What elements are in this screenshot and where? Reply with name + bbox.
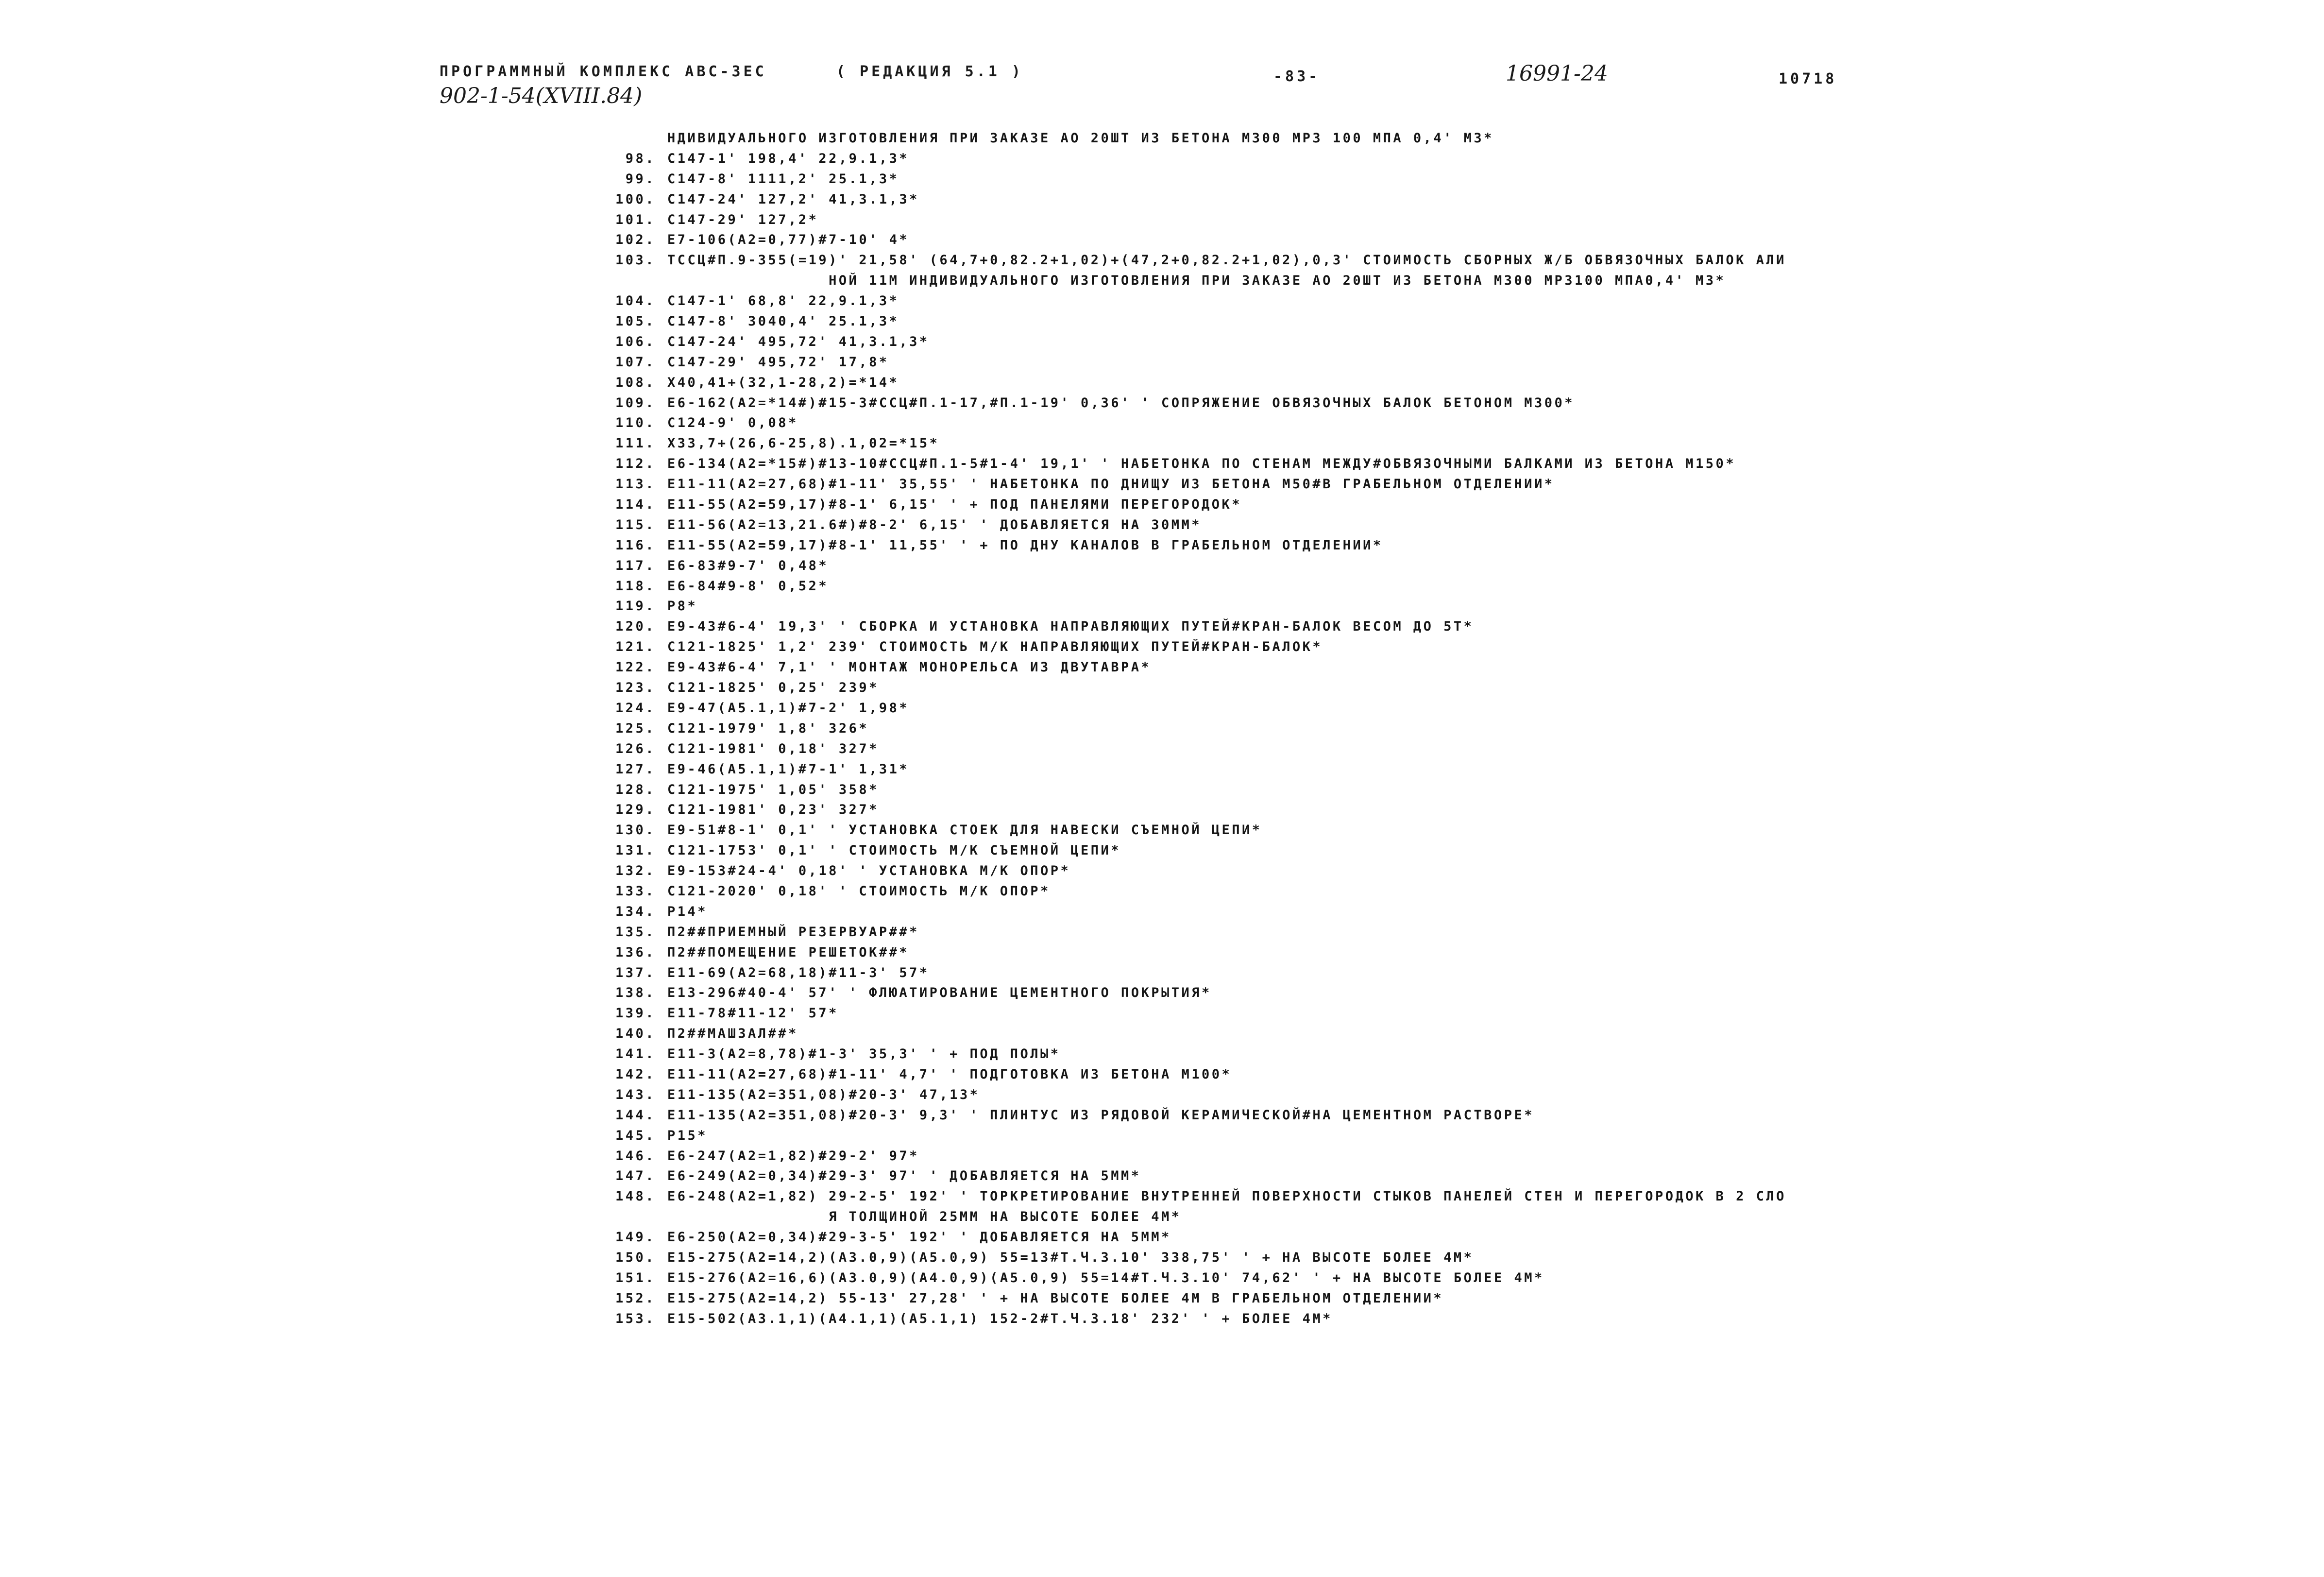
line-text: П2##МАШЗАЛ##* (667, 1026, 798, 1042)
line-number: 148. (615, 1189, 656, 1204)
listing-line (573, 963, 2249, 983)
listing-line (573, 719, 2249, 739)
listing-line (573, 820, 2249, 840)
listing-line (573, 393, 2249, 413)
listing-line (573, 189, 2249, 210)
line-number: 117. (615, 558, 656, 573)
listing-line (573, 1268, 2249, 1288)
listing-line (573, 454, 2249, 474)
line-number: 114. (615, 497, 656, 513)
line-number: 140. (615, 1026, 656, 1042)
line-number: 128. (615, 782, 656, 797)
program-title: ПРОГРАММНЫЙ КОМПЛЕКС АВС-3ЕС (440, 63, 767, 80)
line-text: Р15* (667, 1128, 708, 1143)
line-text: С147-24' 127,2' 41,3.1,3* (667, 191, 919, 207)
line-text: С121-1979' 1,8' 326* (667, 720, 869, 736)
line-text: НОЙ 11М ИНДИВИДУАЛЬНОГО ИЗГОТОВЛЕНИЯ ПРИ ЗАКАЗЕ АО 20ШТ ИЗ БЕТОНА М300 МРЗ100 МПА0,4' М3* (667, 273, 1726, 289)
listing-line (573, 1105, 2249, 1126)
listing-line (573, 617, 2249, 637)
line-text: Е6-247(А2=1,82)#29-2' 97* (667, 1148, 919, 1164)
listing-line (573, 800, 2249, 820)
line-number: 118. (615, 578, 656, 594)
line-text: Е9-153#24-4' 0,18' ' УСТАНОВКА М/К ОПОР* (667, 863, 1071, 879)
listing-line (573, 657, 2249, 678)
line-number: 116. (615, 537, 656, 553)
line-text: Е11-135(А2=351,08)#20-3' 9,3' ' ПЛИНТУС ИЗ РЯДОВОЙ КЕРАМИЧЕСКОЙ#НА ЦЕМЕНТНОМ РАСТВОРЕ* (667, 1107, 1534, 1123)
line-number: 144. (615, 1107, 656, 1123)
line-text: Е15-502(А3.1,1)(А4.1,1)(А5.1,1) 152-2#Т.Ч.3.18' 232' ' + БОЛЕЕ 4М* (667, 1311, 1333, 1326)
listing-line (573, 495, 2249, 515)
line-text: НДИВИДУАЛЬНОГО ИЗГОТОВЛЕНИЯ ПРИ ЗАКАЗЕ АО 20ШТ ИЗ БЕТОНА М300 МРЗ 100 МПА 0,4' М3* (667, 131, 1494, 146)
edition-label: ( РЕДАКЦИЯ 5.1 ) (836, 63, 1023, 80)
line-number: 149. (615, 1230, 656, 1245)
line-text: С121-1981' 0,23' 327* (667, 802, 879, 818)
line-number: 152. (615, 1290, 656, 1306)
listing-line (573, 1186, 2249, 1207)
listing-line (573, 556, 2249, 576)
line-number: 110. (615, 415, 656, 431)
listing-line (573, 922, 2249, 943)
line-number: 126. (615, 741, 656, 756)
listing-line (573, 271, 2249, 291)
document-reference: 902-1-54(XVIII.84) (440, 84, 643, 108)
line-number: 102. (615, 232, 656, 248)
listing-line (573, 230, 2249, 250)
line-text: П2##ПРИЕМНЫЙ РЕЗЕРВУАР##* (667, 924, 919, 940)
listing-line (573, 210, 2249, 230)
listing-line (573, 1085, 2249, 1105)
line-text: Е15-275(А2=14,2)(А3.0,9)(А5.0,9) 55=13#Т.Ч.3.10' 338,75' ' + НА ВЫСОТЕ БОЛЕЕ 4М* (667, 1250, 1474, 1265)
listing-line (573, 1288, 2249, 1309)
line-text: Е6-134(А2=*15#)#13-10#ССЦ#П.1-5#1-4' 19,1' ' НАБЕТОНКА ПО СТЕНАМ МЕЖДУ#ОБВЯЗОЧНЫМИ БАЛКАМИ ИЗ БЕТОНА М150* (667, 456, 1736, 472)
line-text: С147-24' 495,72' 41,3.1,3* (667, 334, 930, 349)
line-text: С121-2020' 0,18' ' СТОИМОСТЬ М/К ОПОР* (667, 883, 1051, 899)
listing-line (573, 861, 2249, 881)
line-number: 147. (615, 1168, 656, 1184)
line-number: 125. (615, 720, 656, 736)
line-text: Е6-249(А2=0,34)#29-3' 97' ' ДОБАВЛЯЕТСЯ НА 5ММ* (667, 1168, 1141, 1184)
line-number (573, 1207, 656, 1227)
listing-line (573, 780, 2249, 800)
line-number: 131. (615, 843, 656, 858)
listing-line (573, 433, 2249, 454)
line-number: 121. (615, 639, 656, 655)
listing-line (573, 1024, 2249, 1044)
listing-line (573, 250, 2249, 271)
line-number: 104. (615, 293, 656, 309)
line-text: Х40,41+(32,1-28,2)=*14* (667, 375, 899, 390)
line-text: С121-1825' 1,2' 239' СТОИМОСТЬ М/К НАПРАВЛЯЮЩИХ ПУТЕЙ#КРАН-БАЛОК* (667, 639, 1323, 655)
line-text: Е11-56(А2=13,21.6#)#8-2' 6,15' ' ДОБАВЛЯЕТСЯ НА 30ММ* (667, 517, 1202, 532)
listing-line (573, 149, 2249, 169)
line-text: С147-29' 127,2* (667, 212, 819, 227)
listing-line (573, 943, 2249, 963)
listing-line (573, 128, 2249, 149)
line-number: 105. (615, 314, 656, 329)
listing-line (573, 1003, 2249, 1024)
archive-stamp: 16991-24 (1506, 61, 1608, 86)
listing-line (573, 983, 2249, 1003)
line-text: С147-8' 3040,4' 25.1,3* (667, 314, 899, 329)
listing-line (573, 576, 2249, 597)
line-number: 99. (625, 171, 656, 187)
line-text: Е11-55(А2=59,17)#8-1' 11,55' ' + ПО ДНУ КАНАЛОВ В ГРАБЕЛЬНОМ ОТДЕЛЕНИИ* (667, 537, 1383, 553)
line-number: 127. (615, 761, 656, 777)
line-number: 123. (615, 680, 656, 696)
listing-line (573, 739, 2249, 759)
line-text: Е6-248(А2=1,82) 29-2-5' 192' ' ТОРКРЕТИРОВАНИЕ ВНУТРЕННЕЙ ПОВЕРХНОСТИ СТЫКОВ ПАНЕЛЕЙ СТЕН И ПЕРЕГОРОДОК В 2 СЛО (667, 1189, 1786, 1204)
listing-line (573, 1126, 2249, 1146)
line-text: Е11-69(А2=68,18)#11-3' 57* (667, 965, 930, 980)
line-number: 141. (615, 1046, 656, 1062)
listing-line (573, 1044, 2249, 1064)
line-number (573, 271, 656, 291)
line-text: Е13-296#40-4' 57' ' ФЛЮАТИРОВАНИЕ ЦЕМЕНТНОГО ПОКРЫТИЯ* (667, 985, 1212, 1001)
line-text: С124-9' 0,08* (667, 415, 798, 431)
line-text: С147-1' 68,8' 22,9.1,3* (667, 293, 899, 309)
listing-line (573, 1309, 2249, 1329)
listing-line (573, 373, 2249, 393)
line-number: 112. (615, 456, 656, 472)
line-number: 145. (615, 1128, 656, 1143)
line-text: Х33,7+(26,6-25,8).1,02=*15* (667, 436, 940, 451)
line-text: Е11-3(А2=8,78)#1-3' 35,3' ' + ПОД ПОЛЫ* (667, 1046, 1061, 1062)
listing-line (573, 1166, 2249, 1186)
line-number: 101. (615, 212, 656, 227)
line-number: 113. (615, 477, 656, 492)
line-text: Е9-46(А5.1,1)#7-1' 1,31* (667, 761, 910, 777)
line-text: Е6-83#9-7' 0,48* (667, 558, 829, 573)
line-number: 137. (615, 965, 656, 980)
line-number: 107. (615, 354, 656, 370)
line-number: 135. (615, 924, 656, 940)
listing-line (573, 759, 2249, 780)
line-text: Я ТОЛЩИНОЙ 25ММ НА ВЫСОТЕ БОЛЕЕ 4М* (667, 1209, 1182, 1225)
listing-line (573, 840, 2249, 861)
line-number: 109. (615, 395, 656, 411)
line-text: Е11-11(А2=27,68)#1-11' 35,55' ' НАБЕТОНКА ПО ДНИЩУ ИЗ БЕТОНА М50#В ГРАБЕЛЬНОМ ОТДЕЛЕНИИ* (667, 477, 1555, 492)
line-number: 100. (615, 191, 656, 207)
line-number: 133. (615, 883, 656, 899)
line-number: 150. (615, 1250, 656, 1265)
line-number: 134. (615, 904, 656, 919)
line-text: Е9-43#6-4' 7,1' ' МОНТАЖ МОНОРЕЛЬСА ИЗ ДВУТАВРА* (667, 660, 1152, 675)
line-number: 129. (615, 802, 656, 818)
listing-line (573, 1248, 2249, 1268)
listing-line (573, 332, 2249, 352)
listing-line (573, 535, 2249, 556)
line-number: 136. (615, 944, 656, 960)
line-number: 139. (615, 1006, 656, 1021)
line-text: ТССЦ#П.9-355(=19)' 21,58' (64,7+0,82.2+1,02)+(47,2+0,82.2+1,02),0,3' СТОИМОСТЬ СБОРНЫХ Ж/Б ОБВЯЗОЧНЫХ БАЛОК АЛИ (667, 253, 1786, 268)
listing-line (573, 596, 2249, 617)
line-text: Е7-106(А2=0,77)#7-10' 4* (667, 232, 910, 248)
line-text: Е15-275(А2=14,2) 55-13' 27,28' ' + НА ВЫСОТЕ БОЛЕЕ 4М В ГРАБЕЛЬНОМ ОТДЕЛЕНИИ* (667, 1290, 1444, 1306)
line-text: С147-1' 198,4' 22,9.1,3* (667, 151, 910, 166)
line-text: Е11-135(А2=351,08)#20-3' 47,13* (667, 1087, 980, 1102)
listing-line (573, 352, 2249, 373)
line-text: Е11-78#11-12' 57* (667, 1006, 839, 1021)
listing-line (573, 1146, 2249, 1166)
line-number: 130. (615, 823, 656, 838)
line-text: С147-29' 495,72' 17,8* (667, 354, 889, 370)
line-text: Е9-47(А5.1,1)#7-2' 1,98* (667, 700, 910, 716)
document-code: 10718 (1779, 70, 1837, 87)
line-number: 132. (615, 863, 656, 879)
line-text: С147-8' 1111,2' 25.1,3* (667, 171, 899, 187)
line-number: 151. (615, 1270, 656, 1286)
line-number: 142. (615, 1066, 656, 1082)
line-text: С121-1975' 1,05' 358* (667, 782, 879, 797)
listing-line (573, 698, 2249, 719)
line-text: Е9-43#6-4' 19,3' ' СБОРКА И УСТАНОВКА НАПРАВЛЯЮЩИХ ПУТЕЙ#КРАН-БАЛОК ВЕСОМ ДО 5Т* (667, 619, 1474, 634)
line-number: 115. (615, 517, 656, 532)
listing-line (573, 1207, 2249, 1227)
line-number: 103. (615, 253, 656, 268)
line-number: 122. (615, 660, 656, 675)
listing-line (573, 169, 2249, 189)
listing-line (573, 1227, 2249, 1248)
listing-line (573, 902, 2249, 922)
line-text: Е15-276(А2=16,6)(А3.0,9)(А4.0,9)(А5.0,9) 55=14#Т.Ч.3.10' 74,62' ' + НА ВЫСОТЕ БОЛЕЕ 4М* (667, 1270, 1544, 1286)
line-number: 146. (615, 1148, 656, 1164)
page-number: -83- (1273, 68, 1321, 85)
line-number: 108. (615, 375, 656, 390)
program-listing (573, 128, 2249, 1329)
listing-line (573, 678, 2249, 698)
listing-line (573, 311, 2249, 332)
line-number: 119. (615, 599, 656, 614)
line-text: С121-1753' 0,1' ' СТОИМОСТЬ М/К СЪЕМНОЙ ЦЕПИ* (667, 843, 1121, 858)
line-number: 120. (615, 619, 656, 634)
line-number: 106. (615, 334, 656, 349)
line-number: 143. (615, 1087, 656, 1102)
line-text: Р14* (667, 904, 708, 919)
line-text: С121-1981' 0,18' 327* (667, 741, 879, 756)
line-text: Е6-162(А2=*14#)#15-3#ССЦ#П.1-17,#П.1-19' 0,36' ' СОПРЯЖЕНИЕ ОБВЯЗОЧНЫХ БАЛОК БЕТОНОМ М300* (667, 395, 1575, 411)
listing-line (573, 881, 2249, 902)
listing-line (573, 291, 2249, 311)
listing-line (573, 637, 2249, 657)
line-number: 111. (615, 436, 656, 451)
line-number: 138. (615, 985, 656, 1001)
line-text: Е11-11(А2=27,68)#1-11' 4,7' ' ПОДГОТОВКА ИЗ БЕТОНА М100* (667, 1066, 1232, 1082)
line-text: Е6-84#9-8' 0,52* (667, 578, 829, 594)
line-number: 98. (625, 151, 656, 166)
listing-line (573, 1064, 2249, 1085)
line-text: П2##ПОМЕЩЕНИЕ РЕШЕТОК##* (667, 944, 910, 960)
line-text: Е9-51#8-1' 0,1' ' УСТАНОВКА СТОЕК ДЛЯ НАВЕСКИ СЪЕМНОЙ ЦЕПИ* (667, 823, 1262, 838)
listing-line (573, 515, 2249, 535)
line-number (573, 128, 656, 149)
line-text: С121-1825' 0,25' 239* (667, 680, 879, 696)
listing-line (573, 413, 2249, 433)
line-text: Е11-55(А2=59,17)#8-1' 6,15' ' + ПОД ПАНЕЛЯМИ ПЕРЕГОРОДОК* (667, 497, 1242, 513)
line-number: 153. (615, 1311, 656, 1326)
line-number: 124. (615, 700, 656, 716)
line-text: Р8* (667, 599, 698, 614)
listing-line (573, 474, 2249, 495)
line-text: Е6-250(А2=0,34)#29-3-5' 192' ' ДОБАВЛЯЕТСЯ НА 5ММ* (667, 1230, 1171, 1245)
